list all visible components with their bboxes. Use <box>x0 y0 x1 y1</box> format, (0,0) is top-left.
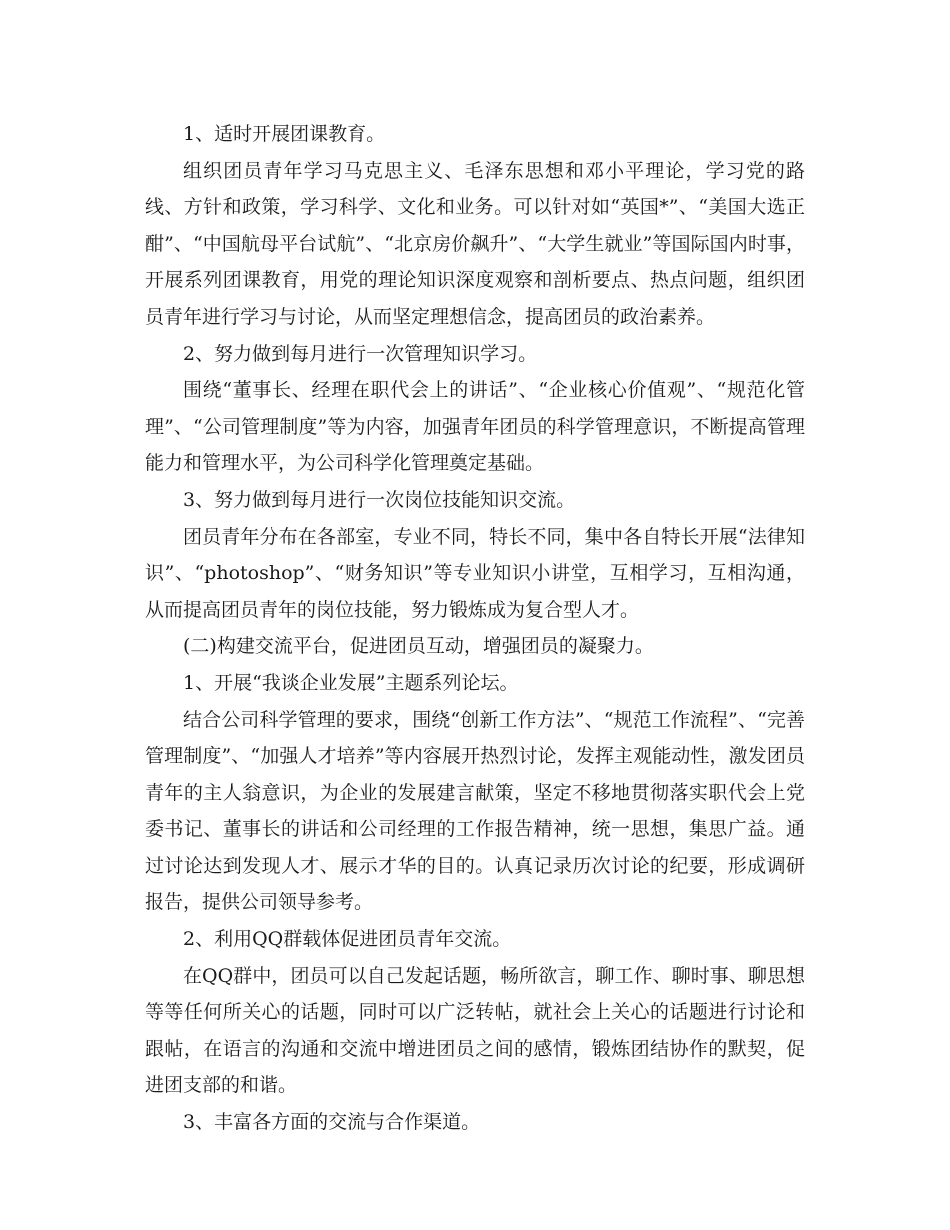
paragraph-group-class-education: 组织团员青年学习马克思主义、毛泽东思想和邓小平理论，学习党的路线、方针和政策，学习科学、文化和业务。可以针对如“英国*”、“美国大选正酣”、“中国航母平台试航”、“北京房价飙升”、“大学生就业”等国际国内时事，开展系列团课教育，用党的理论知识深度观察和剖析要点、热点问题，组织团员青年进行学习与讨论，从而坚定理想信念，提高团员的政治素养。 <box>145 159 805 328</box>
section-heading-exchange-platform: (二)构建交流平台，促进团员互动，增强团员的凝聚力。 <box>183 635 654 658</box>
heading-group-class-education: 1、适时开展团课教育。 <box>183 123 386 145</box>
paragraph-management-study: 围绕“董事长、经理在职代会上的讲话”、“企业核心价值观”、“规范化管理”、“公司管理制度”等为内容，加强青年团员的科学管理意识，不断提高管理能力和管理水平，为公司科学化管理奠定基础。 <box>145 379 805 475</box>
heading-cooperation-channels: 3、丰富各方面的交流与合作渠道。 <box>183 1111 481 1134</box>
heading-management-study: 2、努力做到每月进行一次管理知识学习。 <box>183 342 538 365</box>
heading-skill-exchange: 3、努力做到每月进行一次岗位技能知识交流。 <box>183 488 576 511</box>
paragraph-forum: 结合公司科学管理的要求，围绕“创新工作方法”、“规范工作流程”、“完善管理制度”、“加强人才培养”等内容展开热烈讨论，发挥主观能动性，激发团员青年的主人翁意识，为企业的发展建言献策，坚定不移地贯彻落实职代会上党委书记、董事长的讲话和公司经理的工作报告精神，统一思想，集思广益。通过讨论达到发现人才、展示才华的目的。认真记录历次讨论的纪要，形成调研报告，提供公司领导参考。 <box>145 708 805 914</box>
heading-forum: 1、开展“我谈企业发展”主题系列论坛。 <box>183 671 519 694</box>
heading-qq-group: 2、利用QQ群载体促进团员青年交流。 <box>183 928 512 951</box>
paragraph-qq-group: 在QQ群中，团员可以自己发起话题，畅所欲言，聊工作、聊时事、聊思想等等任何所关心的话题，同时可以广泛转帖，就社会上关心的话题进行讨论和跟帖，在语言的沟通和交流中增进团员之间的感情，锻炼团结协作的默契，促进团支部的和谐。 <box>145 964 805 1097</box>
paragraph-skill-exchange: 团员青年分布在各部室，专业不同，特长不同，集中各自特长开展“法律知识”、“photoshop”、“财务知识”等专业知识小讲堂，互相学习，互相沟通，从而提高团员青年的岗位技能，努力锻炼成为复合型人才。 <box>145 525 805 621</box>
document-body <box>145 116 805 1141</box>
